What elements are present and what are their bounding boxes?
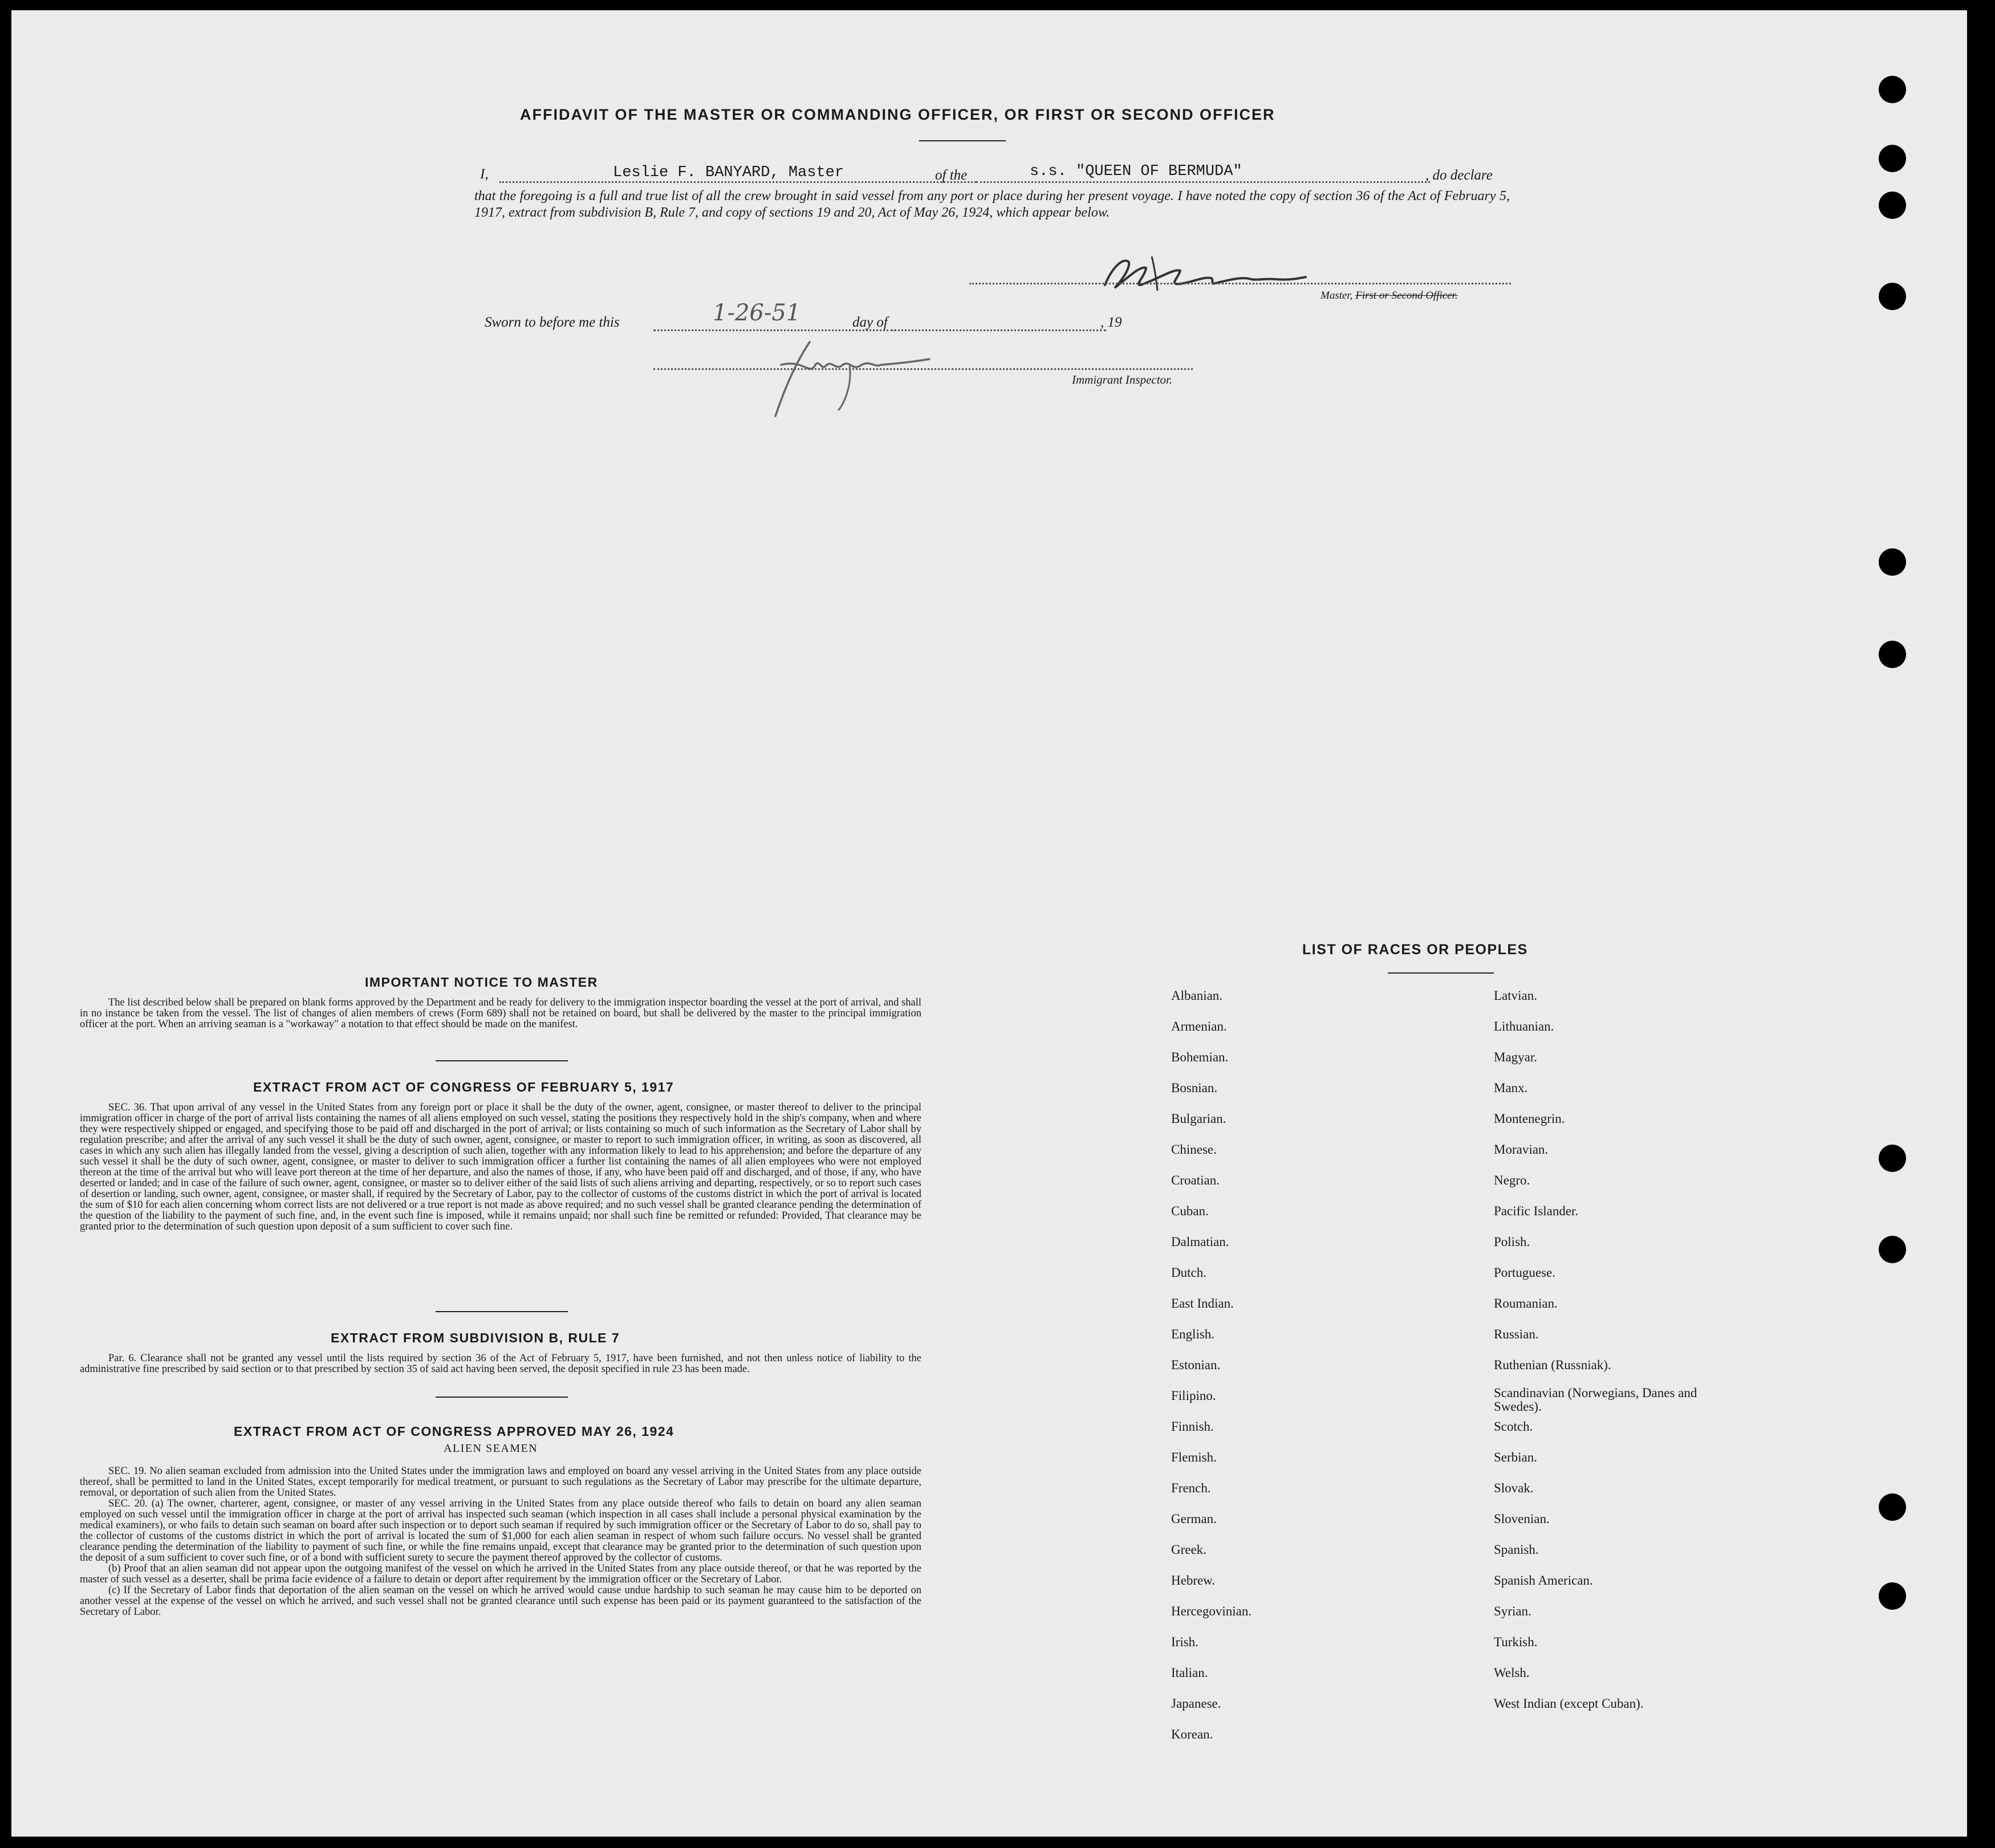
race-item: Japanese. — [1171, 1696, 1221, 1711]
race-item: German. — [1171, 1512, 1217, 1526]
race-item: Filipino. — [1171, 1389, 1216, 1403]
vessel-line — [976, 181, 1430, 183]
section-36-text: SEC. 36. That upon arrival of any vessel in the United States from any foreign port or place it shall be the duty of the owner, agent, consignee, or master thereof to deliver to the principal immigration officer in charge of the port of arrival lists containing the names of all aliens employed on such vessel, stating the positions they respectively hold in the ship's company, when and where they were respectively shipped or engaged, and specifying those to be paid off and discharged in the port of arrival; or lists containing so much of such information as the Secretary of Labor shall by regulation prescribe; and after the arrival of any such vessel it shall be the duty of such owner, agent, consignee, or master to report to such immigration officer, in writing, as soon as discovered, all cases in which any such alien has illegally landed from the vessel, giving a description of such alien, together with any information likely to lead to his apprehension; and before the departure of any such vessel it shall be the duty of such owner, agent, consignee, or master to deliver to such immigration officer a further list containing the names of all alien employees who were not employed thereon at the time of the arrival but who will leave port thereon at the time of her departure, and also the names of those, if any, who have been paid off and discharged, and of those, if any, who have deserted or landed; and in case of the failure of such owner, agent, consignee, or master so to deliver either of the said lists of such aliens arriving and departing, respectively, or so to report such cases of desertion or landing, such owner, agent, consignee, or master shall, if required by the Secretary of Labor, pay to the collector of customs of the customs district in which the port of arrival is located the sum of $10 for each alien concerning whom correct lists are not delivered or a true report is not made as above required; and no such vessel shall be granted clearance pending the determination of the question of the liability to the payment of such fine, and, in the event such fine is imposed, while it remains unpaid; nor shall such fine be remitted or refunded: Provided, That clearance may be granted prior to the determination of such question upon deposit of a sum sufficient to cover such fine. — [80, 1102, 921, 1232]
notice-title: IMPORTANT NOTICE TO MASTER — [365, 975, 598, 990]
race-item: Ruthenian (Russniak). — [1494, 1358, 1611, 1372]
race-item: Bohemian. — [1171, 1050, 1229, 1064]
race-item: East Indian. — [1171, 1296, 1234, 1310]
rule-7-title: EXTRACT FROM SUBDIVISION B, RULE 7 — [331, 1330, 620, 1345]
master-caption — [1320, 290, 1458, 302]
inspector-signature — [758, 331, 964, 422]
master-caption-text: Master, — [1320, 290, 1356, 302]
section-20a-text: SEC. 20. (a) The owner, charterer, agent, consignee, or master of any vessel arriving in the United States from any place outside thereof who fails to detain on board any alien seaman employed on such vessel until the immigration officer in charge at the port of arrival has inspected such seaman (which inspection in all cases shall include a personal physical examination by the medical examiners), or who fails to detain such seaman on board after such inspection or to deport such seaman if required by such immigration officer or the Secretary of Labor to do so, shall pay to the collector of customs of the customs district in which the port of arrival is located the sum of $1,000 for each alien seaman in respect of whom such failure occurs. No vessel shall be granted clearance pending the determination of the liability to payment of such fine, or while the fine remains unpaid, except that clearance may be granted prior to the determination of such question upon the deposit of a sum sufficient to cover such fine, or of a bond with sufficient surety to secure the payment thereof approved by the collector of customs. — [80, 1498, 921, 1564]
race-item: Dalmatian. — [1171, 1235, 1229, 1249]
officer-name-field[interactable]: Leslie F. BANYARD, Master — [613, 164, 844, 181]
officer-name-line — [499, 181, 976, 183]
race-item: Italian. — [1171, 1666, 1208, 1680]
punch-hole — [1879, 145, 1906, 172]
punch-hole — [1879, 1236, 1906, 1263]
punch-hole — [1879, 1145, 1906, 1172]
vessel-name-field[interactable]: s.s. "QUEEN OF BERMUDA" — [1030, 163, 1242, 180]
i-label: I, — [480, 166, 489, 182]
race-item: Polish. — [1494, 1235, 1530, 1249]
extract-1917-body — [80, 1102, 921, 1232]
divider — [436, 1060, 568, 1061]
race-item: Magyar. — [1494, 1050, 1538, 1064]
inspector-signature-line — [653, 368, 1193, 370]
races-column-2 — [1494, 980, 1699, 1719]
race-item: Latvian. — [1494, 988, 1537, 1003]
race-item: Montenegrin. — [1494, 1112, 1565, 1126]
inspector-caption: Immigrant Inspector. — [1072, 373, 1173, 386]
title-divider — [919, 140, 1006, 141]
alien-seamen-subtitle: ALIEN SEAMEN — [444, 1442, 538, 1455]
race-item: Lithuanian. — [1494, 1019, 1554, 1033]
race-item: Roumanian. — [1494, 1296, 1558, 1310]
extract-1924-title: EXTRACT FROM ACT OF CONGRESS APPROVED MAY 26, 1924 — [234, 1424, 675, 1439]
race-item: Croatian. — [1171, 1173, 1220, 1187]
race-item: Hercegovinian. — [1171, 1604, 1252, 1618]
punch-hole — [1879, 1493, 1906, 1521]
section-19-text: SEC. 19. No alien seaman excluded from admission into the United States under the immigration laws and employed on board any vessel arriving in the United States from any place outside thereof, shall be permitted to land in the United States, except temporarily for medical treatment, or pursuant to such regulations as the Secretary of Labor may prescribe for the ultimate departure, removal, or deportation of such alien from the United States. — [80, 1466, 921, 1499]
notice-body — [80, 998, 921, 1030]
struck-caption: First or Second Officer. — [1355, 290, 1458, 302]
race-item: Scandinavian (Norwegians, Danes and Swedes). — [1494, 1386, 1697, 1414]
race-item: Negro. — [1494, 1173, 1530, 1187]
of-the-label: of the — [935, 168, 968, 183]
race-item: Slovenian. — [1494, 1512, 1550, 1526]
punch-hole — [1879, 76, 1906, 103]
race-item: Spanish. — [1494, 1542, 1539, 1557]
race-item: French. — [1171, 1481, 1211, 1495]
sworn-date-field[interactable]: 1-26-51 — [713, 300, 801, 326]
race-item: Irish. — [1171, 1635, 1198, 1649]
day-of-label: day of — [852, 315, 888, 330]
races-title: LIST OF RACES OR PEOPLES — [1302, 942, 1528, 958]
race-item: Albanian. — [1171, 988, 1223, 1003]
race-item: Syrian. — [1494, 1604, 1531, 1618]
race-item: Portuguese. — [1494, 1265, 1555, 1280]
race-item: Manx. — [1494, 1081, 1528, 1095]
race-item: Dutch. — [1171, 1265, 1206, 1280]
punch-hole — [1879, 548, 1906, 576]
race-item: Bosnian. — [1171, 1081, 1218, 1095]
race-item: Greek. — [1171, 1542, 1206, 1557]
race-item: Moravian. — [1494, 1142, 1549, 1157]
race-item: Hebrew. — [1171, 1573, 1216, 1588]
sworn-label: Sworn to before me this — [485, 315, 620, 330]
race-item: Welsh. — [1494, 1666, 1530, 1680]
race-item: Armenian. — [1171, 1019, 1227, 1033]
punch-hole — [1879, 641, 1906, 668]
race-item: Chinese. — [1171, 1142, 1217, 1157]
race-item: Russian. — [1494, 1327, 1539, 1341]
punch-hole — [1879, 192, 1906, 219]
race-item: English. — [1171, 1327, 1215, 1341]
race-item: West Indian (except Cuban). — [1494, 1696, 1644, 1711]
master-signature-line — [969, 283, 1511, 284]
do-declare-label: , do declare — [1425, 168, 1493, 183]
punch-hole — [1879, 1582, 1906, 1610]
extract-1924-body — [80, 1466, 921, 1618]
race-item: Spanish American. — [1494, 1573, 1593, 1588]
affidavit-body: that the foregoing is a full and true list of all the crew brought in said vessel from any port or place during her present voyage. I have noted the copy of section 36 of the Act of February 5, 1917, extract from subdivision B, Rule 7, and copy of sections 19 and 20, Act of May 26, 1924, which appear below. — [474, 189, 1510, 220]
divider — [436, 1311, 568, 1312]
paragraph-6-text: Par. 6. Clearance shall not be granted any vessel until the lists required by section 36 of the Act of February 5, 1917, have been furnished, and not then unless notice of liability to the administrative fine prescribed by said section or to that prescribed by section 35 of said act having been served, the deposit specified in rule 23 has been made. — [80, 1353, 921, 1375]
section-20b-text: (b) Proof that an alien seaman did not appear upon the outgoing manifest of the vessel on which he arrived in the United States from any place outside thereof, or that he was reported by the master of such vessel as a deserter, shall be prima facie evidence of a failure to detain or deport after requirement by the immigration officer or the Secretary of Labor. — [80, 1563, 921, 1585]
divider — [436, 1397, 568, 1398]
year-label: , 19 — [1100, 315, 1122, 330]
punch-hole — [1879, 283, 1906, 310]
affidavit-title: AFFIDAVIT OF THE MASTER OR COMMANDING OFFICER, OR FIRST OR SECOND OFFICER — [520, 106, 1275, 123]
rule-7-body — [80, 1353, 921, 1375]
races-column-1 — [1171, 980, 1252, 1750]
races-title-divider — [1388, 972, 1494, 974]
race-item: Korean. — [1171, 1727, 1213, 1741]
race-item: Finnish. — [1171, 1419, 1214, 1434]
master-signature — [1095, 245, 1311, 302]
race-item: Estonian. — [1171, 1358, 1221, 1372]
race-item: Slovak. — [1494, 1481, 1534, 1495]
race-item: Scotch. — [1494, 1419, 1533, 1434]
race-item: Turkish. — [1494, 1635, 1538, 1649]
notice-text: The list described below shall be prepared on blank forms approved by the Department and be ready for delivery to the immigration inspector boarding the vessel at the port of arrival, and shall in no instance be taken from the vessel. The list of changes of alien members of crews (Form 689) shall not be retained on board, but shall be delivered by the master to the principal immigration officer at the port. When an arriving seaman is a "workaway" a notation to that effect should be made on the manifest. — [80, 997, 921, 1030]
race-item: Serbian. — [1494, 1450, 1538, 1464]
race-item: Cuban. — [1171, 1204, 1209, 1218]
race-item: Pacific Islander. — [1494, 1204, 1579, 1218]
section-20c-text: (c) If the Secretary of Labor finds that deportation of the alien seaman on the vessel on which he arrived would cause undue hardship to such seaman he may cause him to be deported on another vessel at the expense of the vessel on which he arrived, and such vessel shall not be granted clearance until such expense has been paid or its payment guaranteed to the satisfaction of the Secretary of Labor. — [80, 1585, 921, 1618]
extract-1917-title: EXTRACT FROM ACT OF CONGRESS OF FEBRUARY 5, 1917 — [253, 1080, 675, 1094]
race-item: Bulgarian. — [1171, 1112, 1226, 1126]
race-item: Flemish. — [1171, 1450, 1217, 1464]
